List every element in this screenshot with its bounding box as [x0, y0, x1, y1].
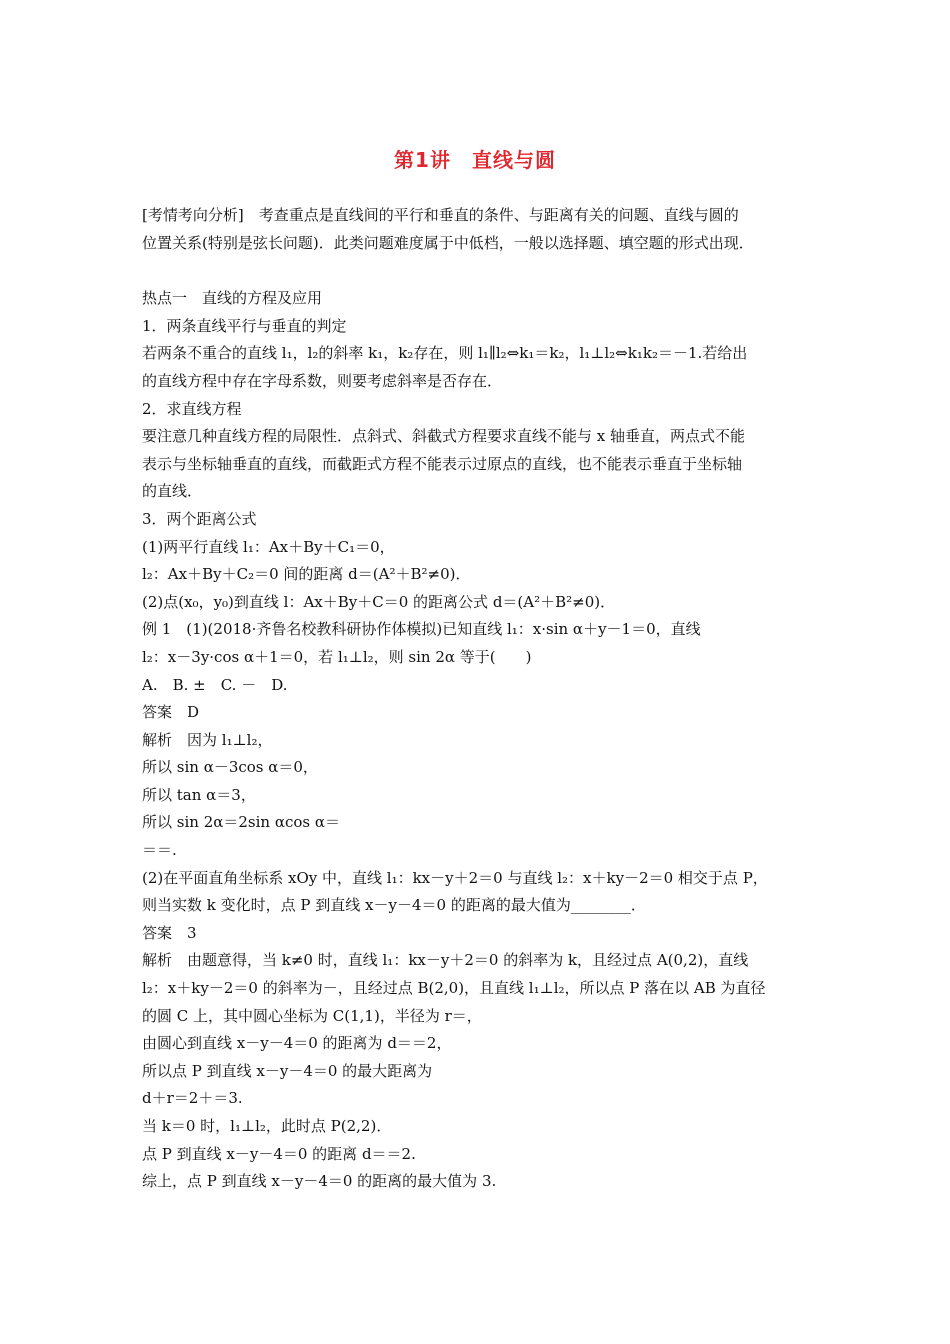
text-line: (1)两平行直线 l₁：Ax＋By＋C₁＝0， — [142, 537, 395, 556]
answer-line: 答案 D — [142, 703, 200, 722]
text-line: l₂：x＋ky－2＝0 的斜率为－，且经过点 B(2,0)，且直线 l₁⊥l₂，所以点 P 落在以 AB 为直径 — [142, 979, 766, 998]
text-line: ＝＝. — [142, 841, 177, 860]
section-heading: 热点一 直线的方程及应用 — [142, 289, 323, 308]
text-line: 的圆 C 上，其中圆心坐标为 C(1,1)，半径为 r＝， — [142, 1006, 482, 1025]
text-line: 位置关系(特别是弦长问题)．此类问题难度属于中低档，一般以选择题、填空题的形式出现． — [142, 233, 754, 252]
answer-line: 答案 3 — [142, 923, 197, 942]
subsection-heading: 3．两个距离公式 — [142, 509, 257, 528]
paragraph-gap — [142, 257, 817, 285]
text-line: 要注意几种直线方程的局限性．点斜式、斜截式方程要求直线不能与 x 轴垂直，两点式不能 — [142, 427, 745, 446]
text-line: [考情考向分析] 考查重点是直线间的平行和垂直的条件、与距离有关的问题、直线与圆的 — [142, 206, 739, 224]
analysis-line: 解析 因为 l₁⊥l₂， — [142, 730, 273, 749]
text-line: 点 P 到直线 x－y－4＝0 的距离 d＝＝2. — [142, 1144, 416, 1163]
page-title: 第1讲 直线与圆 — [394, 148, 556, 172]
example-line: 例 1 (1)(2018·齐鲁名校教科研协作体模拟)已知直线 l₁：x·sin α＋y－1＝0，直线 — [142, 620, 701, 639]
text-line: 的直线方程中存在字母系数，则要考虑斜率是否存在． — [142, 371, 503, 390]
subsection-heading: 2．求直线方程 — [142, 399, 242, 418]
example-line: 则当实数 k 变化时，点 P 到直线 x－y－4＝0 的距离的最大值为________． — [142, 896, 646, 915]
text-line: 综上，点 P 到直线 x－y－4＝0 的距离的最大值为 3. — [142, 1172, 497, 1191]
example-line: (2)在平面直角坐标系 xOy 中，直线 l₁：kx－y＋2＝0 与直线 l₂：x＋ky－2＝0 相交于点 P， — [142, 868, 768, 887]
text-line: 所以 tan α＝3， — [142, 785, 256, 804]
text-line: l₂：Ax＋By＋C₂＝0 间的距离 d＝(A²＋B²≠0)． — [142, 565, 471, 584]
text-line: (2)点(x₀，y₀)到直线 l：Ax＋By＋C＝0 的距离公式 d＝(A²＋B²≠0)． — [142, 592, 616, 611]
analysis-line: 解析 由题意得，当 k≠0 时，直线 l₁：kx－y＋2＝0 的斜率为 k，且经过点 A(0,2)，直线 — [142, 951, 749, 970]
subsection-heading: 1．两条直线平行与垂直的判定 — [142, 316, 347, 335]
document-body — [142, 202, 817, 1196]
text-line: 当 k＝0 时，l₁⊥l₂，此时点 P(2,2)． — [142, 1117, 392, 1135]
text-line: 所以点 P 到直线 x－y－4＝0 的最大距离为 — [142, 1061, 433, 1080]
text-line: 若两条不重合的直线 l₁，l₂的斜率 k₁，k₂存在，则 l₁∥l₂⇔k₁＝k₂，l₁⊥l₂⇔k₁k₂＝－1.若给出 — [142, 344, 748, 363]
text-line: 表示与坐标轴垂直的直线，而截距式方程不能表示过原点的直线，也不能表示垂直于坐标轴 — [142, 454, 743, 473]
text-line: d＋r＝2＋＝3. — [142, 1089, 243, 1108]
text-line: 的直线． — [142, 482, 203, 501]
text-line: 所以 sin α－3cos α＝0， — [142, 758, 318, 777]
text-line: 由圆心到直线 x－y－4＝0 的距离为 d＝＝2， — [142, 1034, 452, 1053]
example-line: l₂：x－3y·cos α＋1＝0，若 l₁⊥l₂，则 sin 2α 等于( ) — [142, 647, 532, 666]
text-line: 所以 sin 2α＝2sin αcos α＝ — [142, 813, 340, 832]
choices-line: A. B. ± C. － D. — [142, 675, 288, 694]
